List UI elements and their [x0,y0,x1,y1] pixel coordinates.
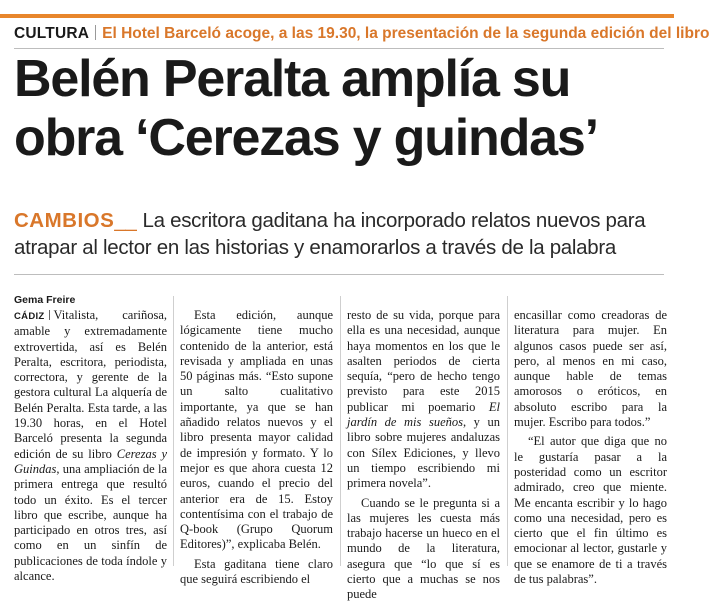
paragraph: encasillar como creadoras de literatura para mujer. En algunos casos puede ser así, pero, al menos en mi caso, aunque hable de temas amorosos o eróticos, en absoluto escribo para la mujer. Escribo para todos.” [514,308,667,430]
headline-line-1: Belén Peralta amplía su [14,50,571,108]
article-column-4 [514,308,667,587]
kicker-separator [95,25,96,40]
subhead-line-1 [14,207,664,234]
subhead-label: CAMBIOS [14,209,115,232]
subheadline [14,207,664,261]
headline [14,50,664,168]
kicker-rule [14,48,664,49]
dateline-separator [49,310,50,320]
kicker-text: El Hotel Barceló acoge, a las 19.30, la presentación de la segunda edición del libro [102,25,709,42]
dateline: CÁDIZ [14,311,45,322]
byline: Gema Freire [14,294,76,306]
article-column-2 [180,308,333,587]
paragraph: CÁDIZ Vitalista, cariñosa, amable y extremadamente extrovertida, así es Belén Peralta, escritora, periodista, correctora, y gerente de la gestora cultural La alquería de Belén Peralta. Esta tarde, a las 19.30 horas, en el Hotel Barceló presenta la segunda edición de su libro Cerezas y Guindas, una ampliación de la primera entrega que resultó todo un éxito. Es el tercer libro que escribe, aunque ha participado en otros tres, así como en un sinfín de publicaciones de toda índole y alcance. [14,308,167,584]
subhead-underline: __ [114,209,137,232]
kicker [14,24,709,44]
paragraph: Esta gaditana tiene claro que seguirá escribiendo el [180,556,333,587]
article-column-1 [14,308,167,584]
book-title: El jardín de mis sueños [347,399,500,430]
paragraph: Esta edición, aunque lógicamente tiene mucho contenido de la anterior, está revisada y ampliada en unas 50 páginas más. “Esto supone un salto cualitativo importante, ya que se han añadido relatos nuevos y el libro presenta mayor calidad de impresión y formato. Y lo mejor es que ahora cuesta 12 euros, cuando el precio del anterior era de 15. Estoy contentísima con el trabajo de Q-book (Grupo Quorum Editores)”, explicaba Belén. [180,308,333,552]
subhead-line-2: atrapar al lector en las historias y enamorarlos a través de la palabra [14,236,616,259]
paragraph: Cuando se le pregunta si a las mujeres les cuesta más trabajo hacerse un hueco en el mundo de la literatura, asegura que “lo que sí es cierto que a muchas se nos puede [347,495,500,602]
subhead-text-1: La escritora gaditana ha incorporado relatos nuevos para [142,209,646,232]
headline-line-2: obra ‘Cerezas y guindas’ [14,109,598,167]
paragraph: “El autor que diga que no le gustaría pasar a la posteridad como un escritor admirado, creo que miente. Me encanta escribir y lo hago como una necesidad, pero es cierto que el fin último es emocionar al lector, gustarle y que se enamore de ti a través de tus palabras”. [514,434,667,587]
column-divider [340,296,341,566]
subhead-rule [14,274,664,275]
column-divider [507,296,508,566]
section-label: CULTURA [14,25,90,42]
paragraph: resto de su vida, porque para ella es una necesidad, aunque haya momentos en los que le asalten periodos de cierta sequía, “pero de hecho tengo previsto para este 2015 publicar mi poemario El jardín de mis sueños, y un libro sobre mujeres andaluzas con Sílex Ediciones, y llevo un tiempo escribiendo mi primera novela”. [347,308,500,491]
article-column-3 [347,308,500,602]
book-title: Cerezas y Guindas [14,446,167,476]
column-divider [173,296,174,566]
top-accent-bar [0,14,674,18]
